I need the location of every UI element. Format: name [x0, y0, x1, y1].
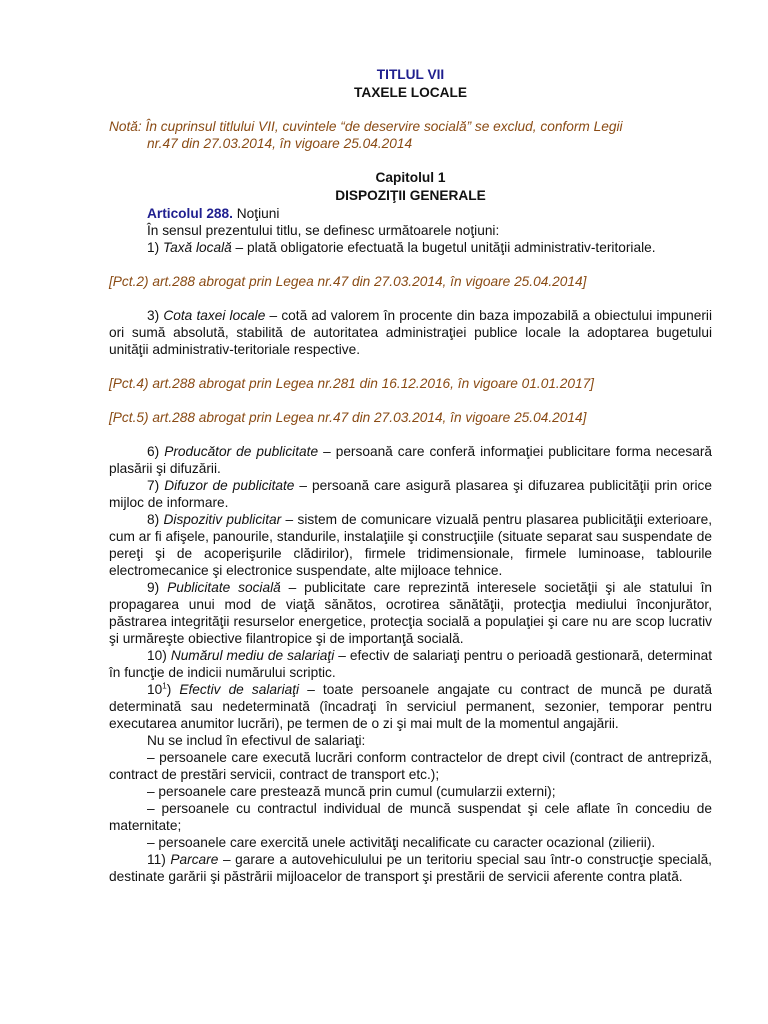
point-number: 3)	[147, 308, 160, 323]
note-line-1: Notă: În cuprinsul titlului VII, cuvintele “de deservire socială” se exclud, conform Legii	[109, 119, 623, 134]
point-definition: – persoană care conferă informaţiei publicitare forma necesară plasării şi difuzării.	[109, 444, 713, 476]
point-number: 1)	[147, 240, 160, 255]
point-paren: )	[166, 682, 172, 697]
article-subject: Noţiuni	[236, 206, 280, 221]
point-number: 11)	[147, 852, 166, 867]
amendment-point-2: [Pct.2) art.288 abrogat prin Legea nr.47 din 27.03.2014, în vigoare 25.04.2014]	[109, 274, 587, 289]
exclusion-item: – persoanele cu contractul individual de muncă suspendat şi cele aflate în concediu de maternitate;	[109, 801, 712, 833]
point-term: Producător de publicitate	[164, 444, 319, 459]
title-number: TITLUL VII	[376, 67, 445, 82]
point-10-1	[109, 681, 712, 732]
title-name: TAXELE LOCALE	[353, 85, 468, 100]
exclusion-item: – persoanele care prestează muncă prin cumul (cumularzii externi);	[147, 784, 556, 799]
point-8	[109, 511, 712, 579]
note-line-2: nr.47 din 27.03.2014, în vigoare 25.04.2014	[147, 136, 413, 151]
editorial-note	[109, 118, 712, 152]
article-title: Articolul 288.	[147, 206, 233, 221]
point-definition: – persoană care asigură plasarea şi difuzarea publicităţii prin orice mijloc de informare.	[109, 478, 712, 510]
exclusion-item: – persoanele care execută lucrări conform contractelor de drept civil (contract de antrepriză, contract de prestări servicii, contract de transport etc.);	[109, 750, 712, 782]
article-intro: În sensul prezentului titlu, se definesc următoarele noţiuni:	[147, 223, 500, 238]
exclusions-intro: Nu se includ în efectivul de salariaţi:	[147, 733, 366, 748]
point-definition: – sistem de comunicare vizuală pentru plasarea publicităţii exterioare, cum ar fi afişele, panourile, standurile, instalaţiile şi construcţiile (situate separat sau suspendate de pereţi şi de acoperişurile clădirilor), firmele tridimensionale, firmele luminoase, tablourile electromecanice şi electronice suspendate, alte mijloace tehnice.	[109, 512, 712, 578]
point-term: Difuzor de publicitate	[164, 478, 295, 493]
amendment-point-5: [Pct.5) art.288 abrogat prin Legea nr.47 din 27.03.2014, în vigoare 25.04.2014]	[109, 410, 587, 425]
point-definition: – efectiv de salariaţi pentru o perioadă gestionară, determinat în funcţie de indicii numărului scriptic.	[109, 648, 712, 680]
amendment-point-4: [Pct.4) art.288 abrogat prin Legea nr.281 din 16.12.2016, în vigoare 01.01.2017]	[109, 376, 594, 391]
point-10	[109, 647, 712, 681]
article-heading	[109, 205, 712, 222]
point-7	[109, 477, 712, 511]
chapter-number: Capitolul 1	[375, 170, 446, 185]
point-number: 10	[147, 682, 163, 697]
point-number: 6)	[147, 444, 160, 459]
point-number: 10)	[147, 648, 167, 663]
document-page	[109, 66, 712, 885]
point-definition: – plată obligatorie efectuată la bugetul unităţii administrativ-teritoriale.	[231, 240, 656, 255]
point-9	[109, 579, 712, 647]
point-term: Efectiv de salariaţi	[179, 682, 300, 697]
point-superscript: 1	[162, 681, 167, 691]
point-11	[109, 851, 712, 885]
point-number: 8)	[147, 512, 160, 527]
point-6	[109, 443, 712, 477]
point-number: 9)	[147, 580, 160, 595]
point-definition: – toate persoanele angajate cu contract de muncă pe durată determinată sau nedeterminată (încadraţi în serviciul permanent, sezonier, temporar pentru executarea anumitor lucrări), pe termen de o zi şi mai mult de la momentul angajării.	[109, 682, 712, 731]
point-term: Numărul mediu de salariaţi	[170, 648, 335, 663]
point-1	[109, 239, 712, 256]
point-definition: – publicitate care reprezintă interesele societăţii şi ale statului în propagarea unui mod de viaţă sănătos, ocrotirea sănătăţii, protecţia mediului înconjurător, păstrarea integrităţii resurselor energetice, protecţia socială a populaţiei şi care nu are scop lucrativ şi urmăreşte obiective filantropice şi de importanţă socială.	[109, 580, 712, 646]
point-term: Dispozitiv publicitar	[163, 512, 282, 527]
point-3	[109, 307, 712, 358]
point-term: Publicitate socială	[167, 580, 281, 595]
point-term: Taxă locală	[162, 240, 232, 255]
point-definition: – cotă ad valorem în procente din baza impozabilă a obiectului impunerii ori sumă absolută, stabilită de autoritatea administraţiei publice locale la adoptarea bugetului unităţii administrativ-teritoriale respective.	[109, 308, 712, 357]
point-term: Parcare	[170, 852, 219, 867]
point-number: 7)	[147, 478, 160, 493]
point-definition: – garare a autovehiculului pe un teritoriu special sau într-o construcţie specială, destinate garării şi păstrării mijloacelor de transport şi prestării de servicii aferente contra plată.	[109, 852, 712, 884]
chapter-name: DISPOZIŢII GENERALE	[335, 188, 486, 203]
point-term: Cota taxei locale	[163, 308, 266, 323]
exclusion-item: – persoanele care exercită unele activităţi necalificate cu caracter ocazional (zilierii).	[147, 835, 656, 850]
